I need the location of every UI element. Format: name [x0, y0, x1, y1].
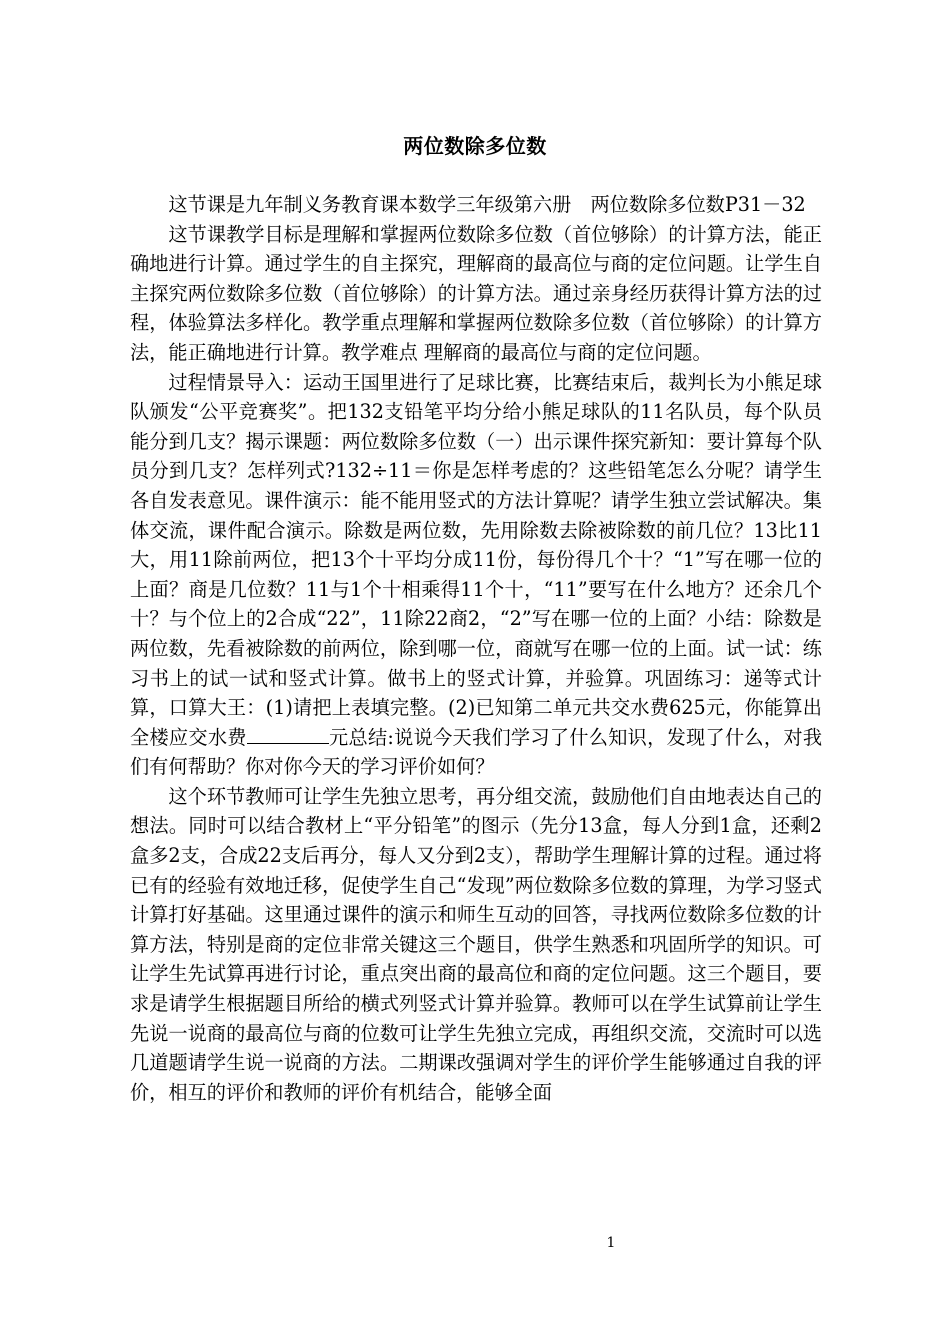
paragraph-teaching-process [130, 368, 822, 782]
paragraph-teaching-process-summary: 元总结:说说今天我们学习了什么知识，发现了什么，对我们有何帮助？你对你今天的学习评价如何？ [130, 725, 823, 779]
document-title: 两位数除多位数 [403, 134, 547, 158]
document-body [130, 190, 822, 1107]
page-number: 1 [606, 1235, 616, 1251]
paragraph-course-info: 这节课是九年制义务教育课本数学三年级第六册 两位数除多位数P31－32 [168, 193, 806, 216]
paragraph-teaching-reflection: 这个环节教师可让学生先独立思考，再分组交流，鼓励他们自由地表达自己的想法。同时可以结合教材上“平分铅笔”的图示（先分13盒，每人分到1盒，还剩2盒多2支，合成22支后再分，每人又分到2支），帮助学生理解计算的过程。通过将已有的经验有效地迁移，促使学生自己“发现”两位数除多位数的算理，为学习竖式计算打好基础。这里通过课件的演示和师生互动的回答，寻找两位数除多位数的计算方法，特别是商的定位非常关键这三个题目，供学生熟悉和巩固所学的知识。可让学生先试算再进行讨论，重点突出商的最高位和商的定位问题。这三个题目，要求是请学生根据题目所给的横式列竖式计算并验算。教师可以在学生试算前让学生先说一说商的最高位与商的位数可让学生先独立完成，再组织交流，交流时可以选几道题请学生说一说商的方法。二期课改强调对学生的评价学生能够通过自我的评价，相互的评价和教师的评价有机结合，能够全面 [130, 784, 822, 1104]
fill-in-blank [247, 725, 329, 744]
paragraph-teaching-process-text: 过程情景导入：运动王国里进行了足球比赛，比赛结束后，裁判长为小熊足球队颁发“公平竞赛奖”。把132支铅笔平均分给小熊足球队的11名队员，每个队员能分到几支？揭示课题：两位数除多位数（一）出示课件探究新知：要计算每个队员分到几支？怎样列式?132÷11＝你是怎样考虑的？这些铅笔怎么分呢？请学生各自发表意见。课件演示：能不能用竖式的方法计算呢？请学生独立尝试解决。集体交流，课件配合演示。除数是两位数，先用除数去除被除数的前几位？13比11大，用11除前两位，把13个十平均分成11份，每份得几个十？“1”写在哪一位的上面？商是几位数？11与1个十相乘得11个十，“11”要写在什么地方？还余几个十？与个位上的2合成“22”，11除22商2，“2”写在哪一位的上面？小结：除数是两位数，先看被除数的前两位，除到哪一位，商就写在哪一位的上面。试一试：练习书上的试一试和竖式计算。做书上的竖式计算，并验算。巩固练习：递等式计算，口算大王：(1)请把上表填完整。(2)已知第二单元共交水费625元，你能算出全楼应交水费 [130, 370, 822, 749]
paragraph-teaching-goals: 这节课教学目标是理解和掌握两位数除多位数（首位够除）的计算方法，能正确地进行计算。通过学生的自主探究，理解商的最高位与商的定位问题。让学生自主探究两位数除多位数（首位够除）的计算方法。通过亲身经历获得计算方法的过程，体验算法多样化。教学重点理解和掌握两位数除多位数（首位够除）的计算方法，能正确地进行计算。教学难点 理解商的最高位与商的定位问题。 [130, 222, 822, 364]
